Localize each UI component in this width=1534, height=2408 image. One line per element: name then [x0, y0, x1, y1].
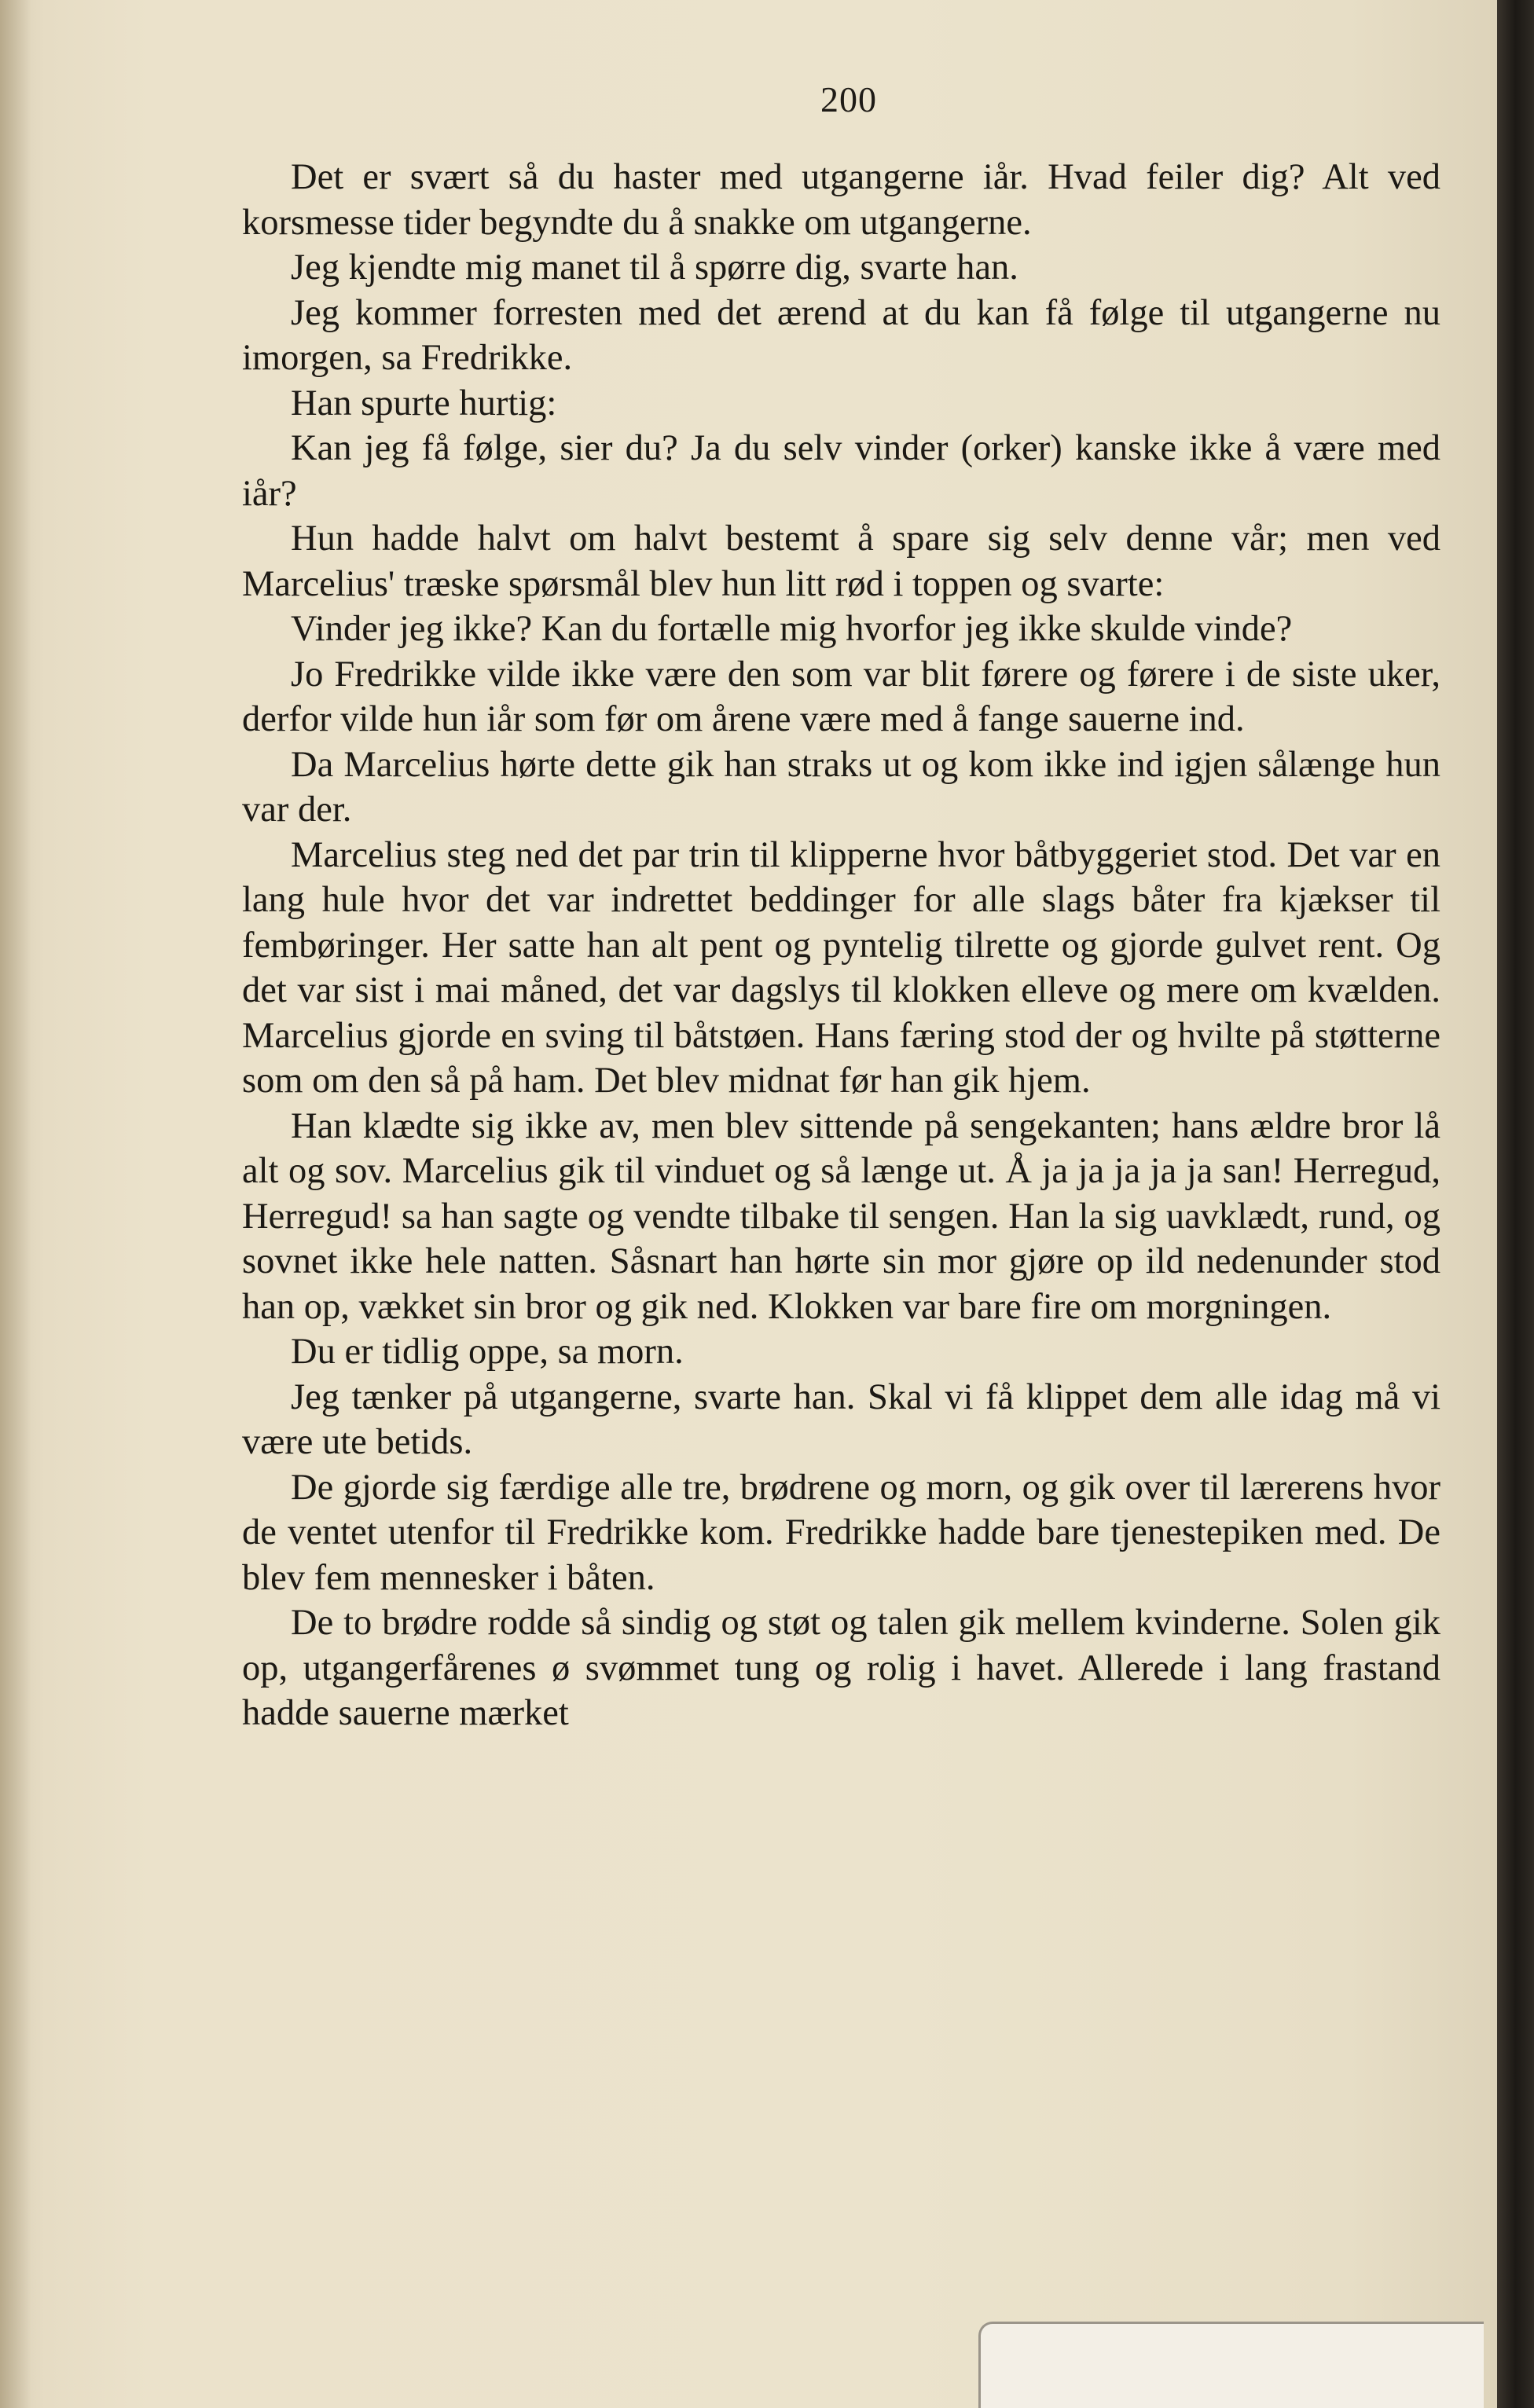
- paragraph: Kan jeg få følge, sier du? Ja du selv vinder (orker) kanske ikke å være med iår?: [242, 428, 1440, 514]
- paragraph: De to brødre rodde så sindig og støt og talen gik mellem kvinderne. Solen gik op, utgangerfårenes ø svømmet tung og rolig i havet. Allerede i lang frastand hadde sauerne mærket: [242, 1603, 1440, 1733]
- paragraph: Det er svært så du haster med utgangerne iår. Hvad feiler dig? Alt ved korsmesse tider begyndte du å snakke om utgangerne.: [242, 157, 1440, 243]
- body-text: [242, 155, 1440, 1736]
- paragraph: Han klædte sig ikke av, men blev sittende på sengekanten; hans ældre bror lå alt og sov. Marcelius gik til vinduet og så længe ut. Å ja ja ja ja ja san! Herregud, Herregud! sa han sagte og vendte tilbake til sengen. Han la sig uavklædt, rund, og sovnet ikke hele natten. Såsnart han hørte sin mor gjøre op ild nedenunder stod han op, vækket sin bror og gik ned. Klokken var bare fire om morgningen.: [242, 1105, 1440, 1327]
- paragraph: Jo Fredrikke vilde ikke være den som var blit førere og førere i de siste uker, derfor vilde hun iår som før om årene være med å fange sauerne ind.: [242, 654, 1440, 739]
- paragraph: Vinder jeg ikke? Kan du fortælle mig hvorfor jeg ikke skulde vinde?: [291, 609, 1293, 649]
- paragraph: Jeg kjendte mig manet til å spørre dig, svarte han.: [291, 247, 1018, 288]
- paragraph: De gjorde sig færdige alle tre, brødrene og morn, og gik over til lærerens hvor de ventet utenfor til Fredrikke kom. Fredrikke hadde bare tjenestepiken med. De blev fem mennesker i båten.: [242, 1467, 1440, 1598]
- paragraph: Hun hadde halvt om halvt bestemt å spare sig selv denne vår; men ved Marcelius' træske spørsmål blev hun litt rød i toppen og svarte:: [242, 519, 1440, 604]
- paragraph: Du er tidlig oppe, sa morn.: [291, 1332, 684, 1372]
- paragraph: Jeg tænker på utgangerne, svarte han. Skal vi få klippet dem alle idag må vi være ute betids.: [242, 1376, 1440, 1462]
- page-number: 200: [820, 79, 877, 119]
- paragraph: Jeg kommer forresten med det ærend at du kan få følge til utgangerne nu imorgen, sa Fredrikke.: [242, 292, 1440, 378]
- library-label-slip: [978, 2322, 1484, 2408]
- paragraph: Han spurte hurtig:: [291, 383, 557, 423]
- book-edge: [1497, 0, 1534, 2408]
- paragraph: Marcelius steg ned det par trin til klipperne hvor båtbyggeriet stod. Det var en lang hule hvor det var indrettet beddinger for alle slags båter fra kjækser til fembøringer. Her satte han alt pent og pyntelig tilrette og gjorde gulvet rent. Og det var sist i mai måned, det var dagslys til klokken elleve og mere om kvælden. Marcelius gjorde en sving til båtstøen. Hans færing stod der og hvilte på støtterne som om den så på ham. Det blev midnat før han gik hjem.: [242, 834, 1440, 1101]
- paragraph: Da Marcelius hørte dette gik han straks ut og kom ikke ind igjen sålænge hun var der.: [242, 744, 1440, 830]
- gutter-shadow: [0, 0, 31, 2408]
